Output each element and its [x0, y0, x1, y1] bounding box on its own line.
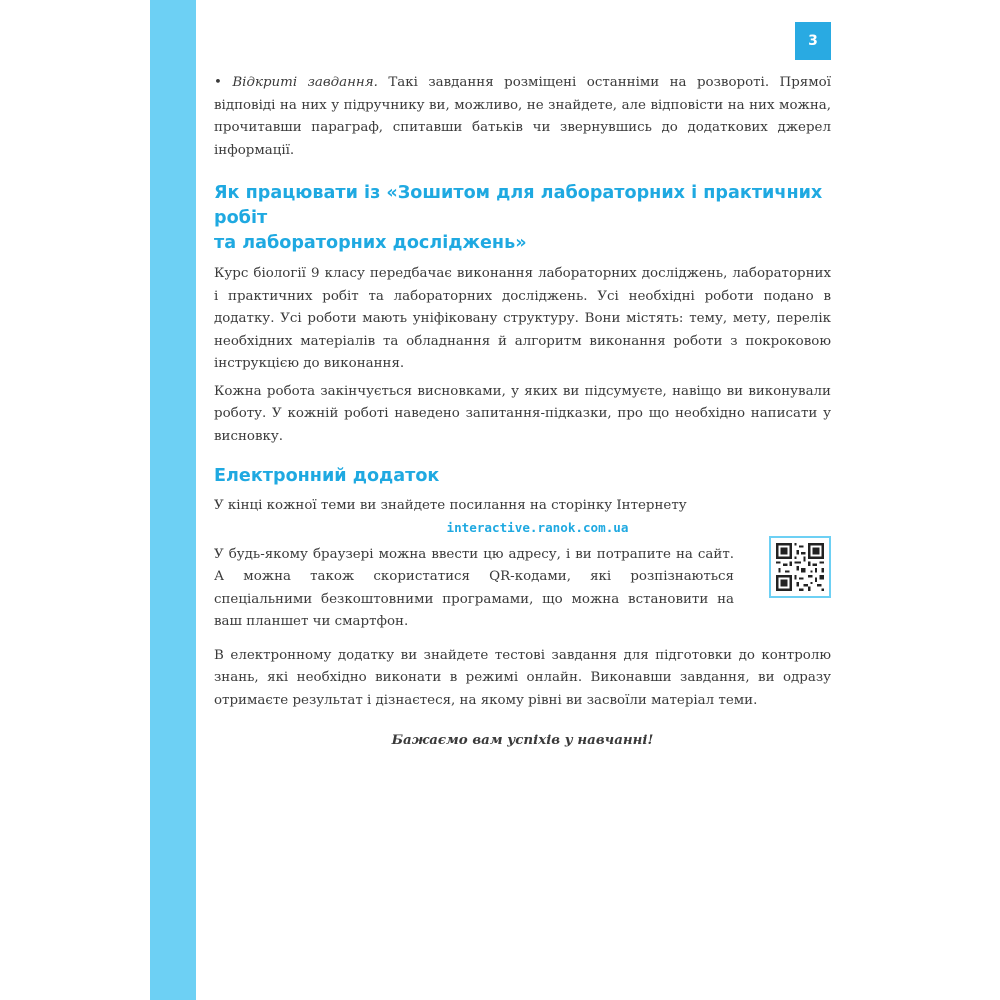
section-heading-workbook	[214, 181, 831, 256]
website-url[interactable]: interactive.ranok.com.ua	[446, 519, 629, 535]
link-intro-text: У кінці кожної теми ви знайдете посилання на сторінку Інтернету	[214, 498, 687, 513]
heading-line-1: Як працювати із «Зошитом для лабораторних і практичних робіт	[214, 183, 823, 228]
section-heading-electronic: Електронний додаток	[214, 466, 440, 486]
heading-line-2: та лабораторних досліджень»	[214, 233, 527, 253]
page-content	[214, 72, 831, 751]
electronic-paragraph: В електронному додатку ви знайдете тестові завдання для підготовки до контролю знань, які необхідно виконати в режимі онлайн. Виконавши завдання, ви одразу отримаєте результат і дізнаєтеся, на якому рівні ви засвоїли матеріал теми.	[214, 647, 831, 708]
qr-section	[214, 544, 831, 634]
qr-paragraph: У будь-якому браузері можна ввести цю адресу, і ви потрапите на сайт. А можна також скористатися QR-кодами, які розпізнаються спеціальними безкоштовними програмами, що можна встановити на ваш планшет чи смартфон.	[214, 546, 734, 629]
page-number: 3	[795, 22, 831, 60]
intro-paragraph	[214, 72, 831, 162]
intro-term: Відкриті завдання.	[232, 75, 378, 90]
workbook-paragraph-1: Курс біології 9 класу передбачає виконання лабораторних досліджень, лабораторних і практичних робіт та лабораторних досліджень. Усі необхідні роботи подано в додатку. Усі роботи мають уніфіковану структуру. Вони містять: тему, мету, перелік необхідних матеріалів та обладнання й алгоритм виконання роботи з покроковою інструкцією до виконання.	[214, 266, 831, 371]
side-color-strip	[150, 0, 196, 1000]
intro-text: Такі завдання розміщені останніми на розвороті. Прямої відповіді на них у підручнику ви, можливо, не знайдете, але відповісти на них можна, прочитавши параграф, спитавши батьків чи звернувшись до додаткових джерел інформації.	[214, 75, 831, 158]
workbook-paragraph-2: Кожна робота закінчується висновками, у яких ви підсумуєте, навіщо ви виконували роботу. У кожній роботі наведено запитання-підказки, про що необхідно написати у висновку.	[214, 383, 831, 444]
qr-code-icon[interactable]	[769, 536, 831, 598]
closing-wish: Бажаємо вам успіхів у навчанні!	[391, 732, 654, 748]
bullet: •	[214, 75, 222, 90]
